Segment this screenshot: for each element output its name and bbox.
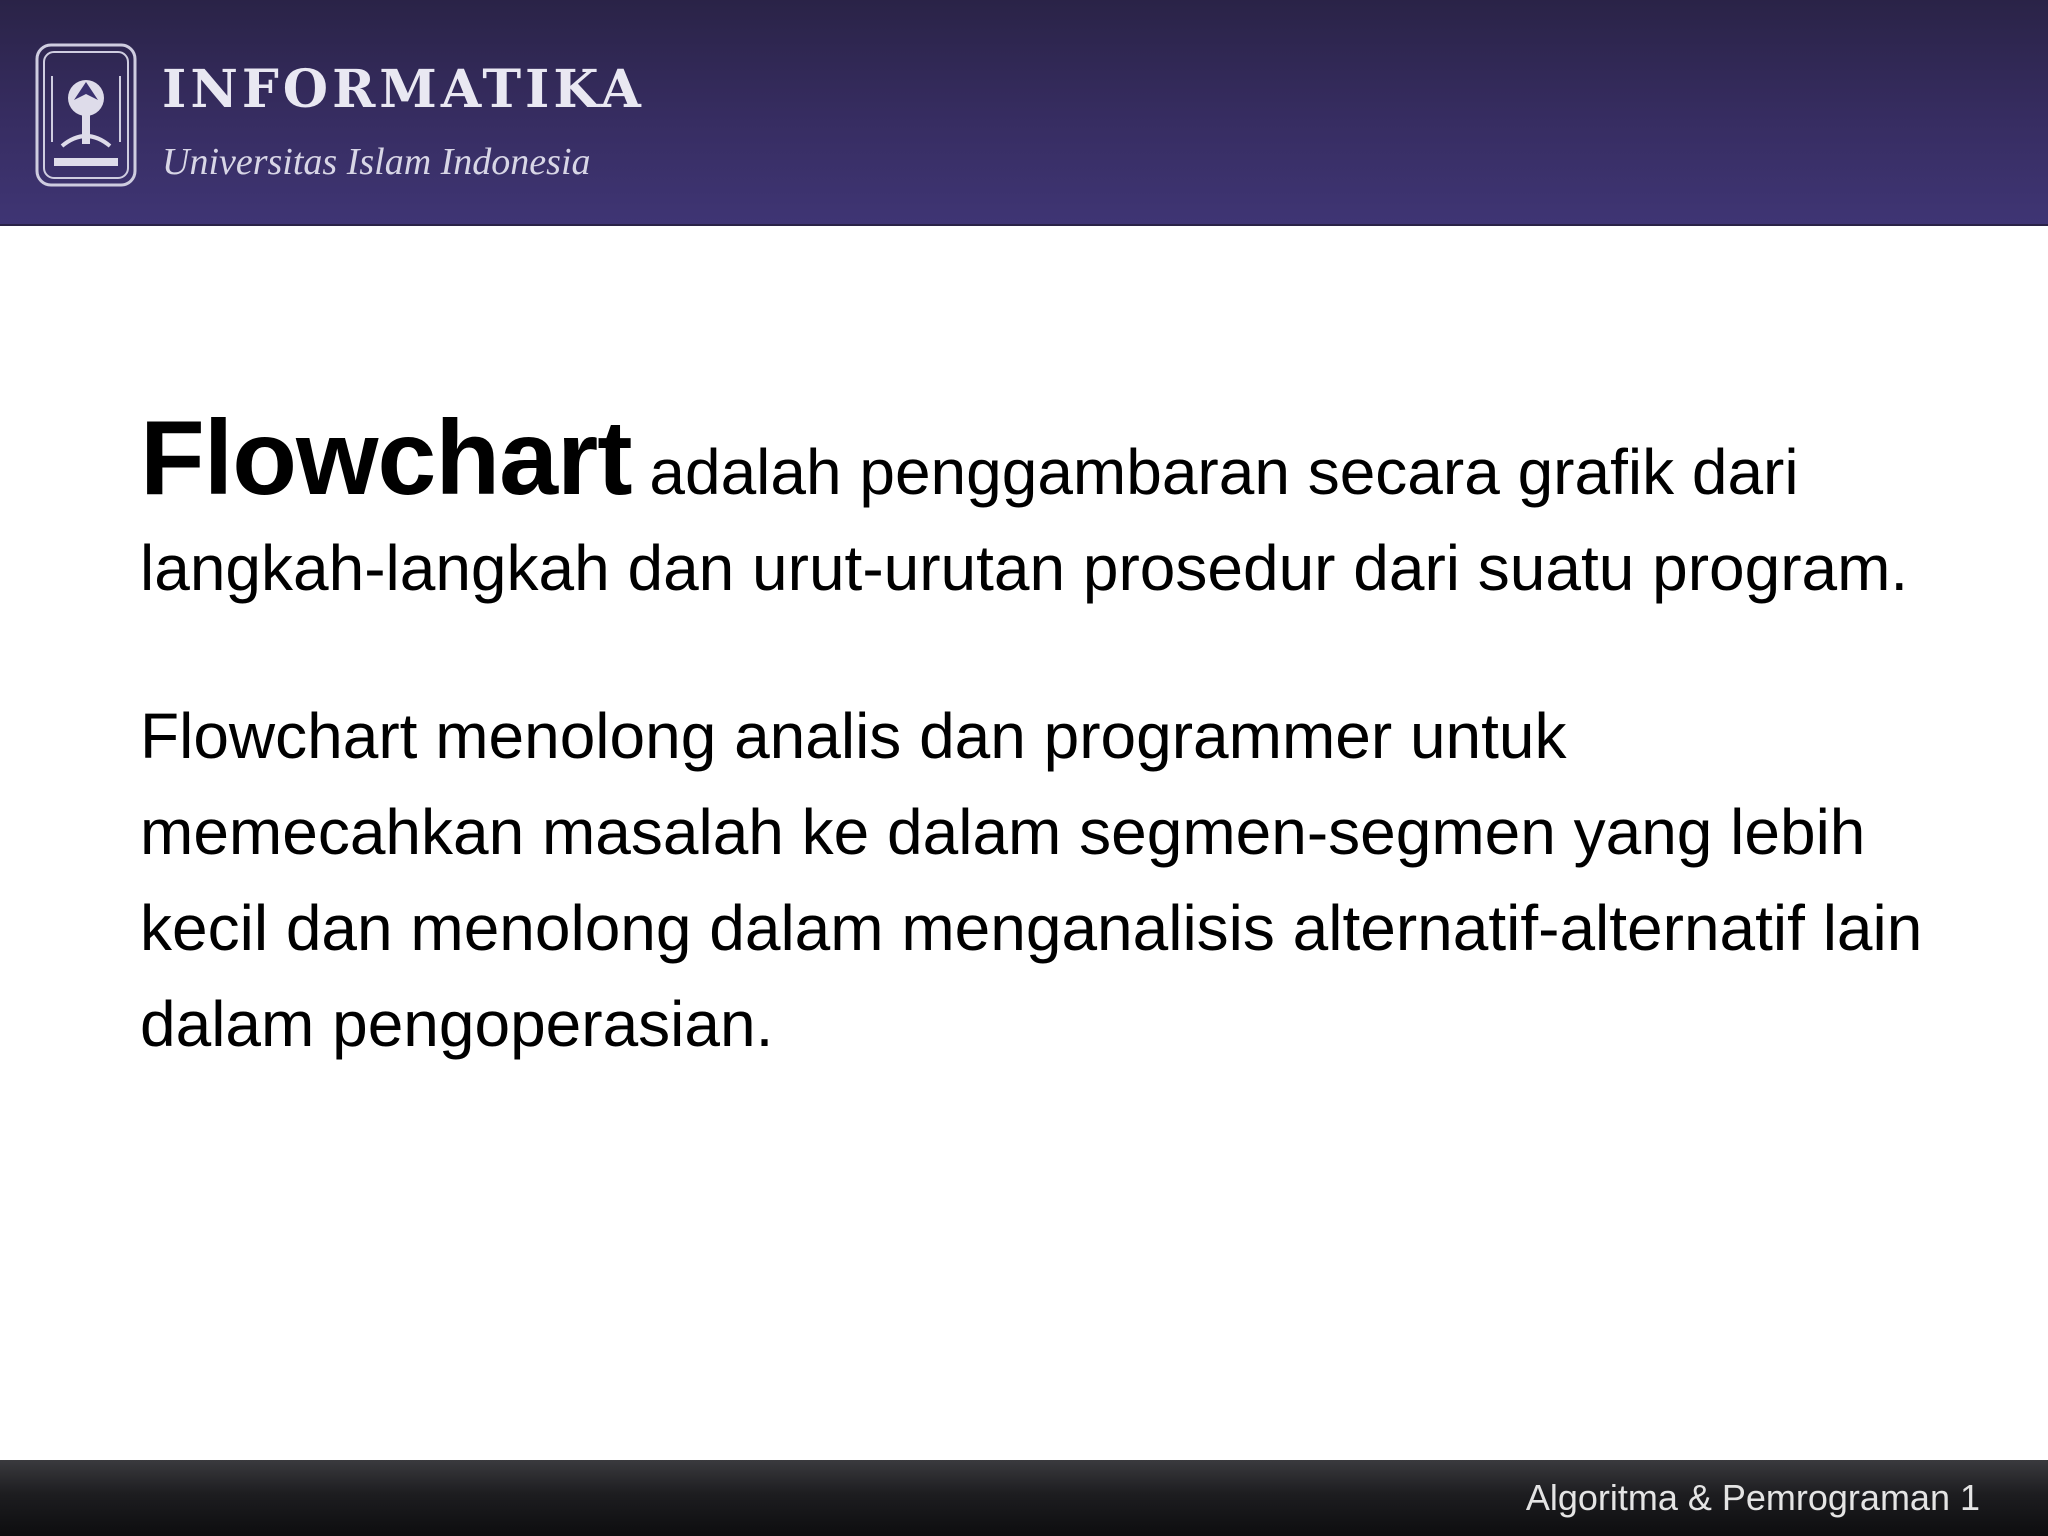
definition-text: adalah penggambaran secara grafik dari langkah-langkah dan urut-urutan prosedur dari suatu program.	[140, 436, 1909, 604]
definition-paragraph	[140, 399, 1940, 616]
term-flowchart: Flowchart	[140, 399, 632, 517]
course-label: Algoritma & Pemrograman 1	[1525, 1477, 1980, 1518]
brand-subtitle: Universitas Islam Indonesia	[162, 141, 591, 183]
brand-title: INFORMATIKA	[162, 59, 645, 120]
slide-content	[140, 399, 1940, 1072]
explanation-paragraph: Flowchart menolong analis dan programmer untuk memecahkan masalah ke dalam segmen-segmen yang lebih kecil dan menolong dalam menganalisis alternatif-alternatif lain dalam pengoperasian.	[140, 700, 1923, 1060]
university-emblem-icon	[34, 42, 138, 188]
slide-footer	[0, 1460, 2048, 1536]
slide-header	[0, 0, 2048, 226]
